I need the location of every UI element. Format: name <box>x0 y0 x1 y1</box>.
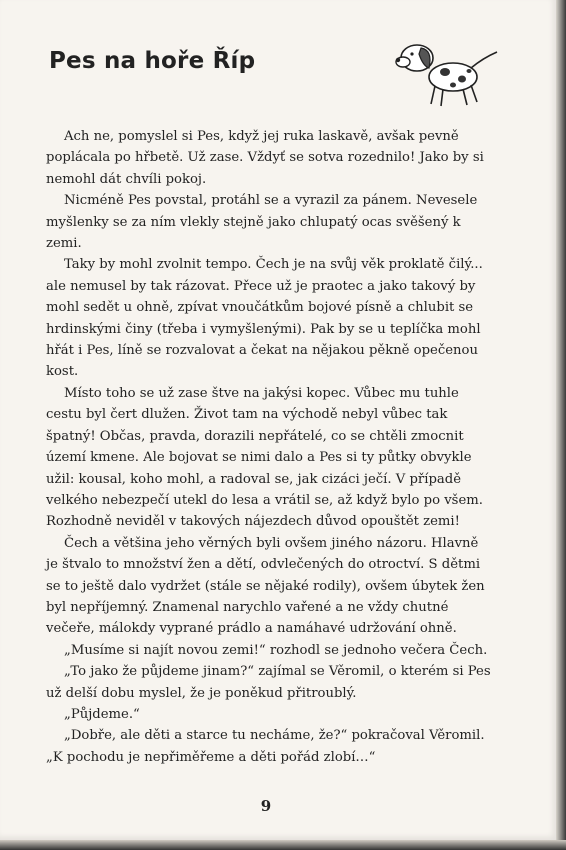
page-edge-right <box>556 0 566 850</box>
dog-icon <box>383 32 503 112</box>
paragraph: „To jako že půjdeme jinam?“ zajímal se Věromil, o kterém si Pes už delší dobu myslel, že je poněkud přitroublý. <box>46 664 491 701</box>
paragraph: Místo toho se už zase štve na jakýsi kopec. Vůbec mu tuhle cestu byl čert dlužen. Život tam na východě nebyl vůbec tak špatný! Občas, pravda, dorazili nepřátelé, co se chtěli zmocnit území kmene. Ale bojovat se nimi dalo a Pes si ty půtky obvykle užil: kousal, koho mohl, a radoval se, jak cizáci ječí. V případě velkého nebezpečí utekl do lesa a vrátil se, až když bylo po všem. Rozhodně neviděl v takových nájezdech důvod opouštět zemi! <box>46 385 483 530</box>
paragraph: Nicméně Pes povstal, protáhl se a vyrazil za pánem. Nevesele myšlenky se za ním vlekly stejně jako chlupatý ocas svěšený k zemi. <box>46 193 478 252</box>
paragraph: Čech a většina jeho věrných byli ovšem jiného názoru. Hlavně je štvalo to množství žen a dětí, odvlečených do otroctví. S dětmi se to ještě dalo vydržet (stále se nějaké rodily), ovšem úbytek žen byl nepříjemný. Znamenal narychlo vařené a ne vždy chutné večeře, málokdy vyprané prádlo a namáhavé udržování ohně. <box>46 535 485 637</box>
chapter-title: Pes na hoře Říp <box>49 48 256 74</box>
chapter-text <box>46 126 494 768</box>
page-number: 9 <box>260 797 272 815</box>
paragraph: Taky by mohl zvolnit tempo. Čech je na svůj věk proklatě čilý... ale nemusel by tak rázovat. Přece už je praotec a jako takový by mohl sedět u ohně, zpívat vnoučátkům bojové písně a chlubit se hrdinskými činy (třeba i vymyšlenými). Pak by se u teplíčka mohl hřát i Pes, líně se rozvalovat a čekat na nějakou pěkně opečenou kost. <box>46 257 483 380</box>
paragraph: Ach ne, pomyslel si Pes, když jej ruka laskavě, avšak pevně poplácala po hřbetě. Už zase. Vždyť se sotva rozednilo! Jako by si nemohl dát chvíli pokoj. <box>46 129 484 187</box>
page-edge-bottom <box>0 840 566 850</box>
paragraph: „Musíme si najít novou zemi!“ rozhodl se jednoho večera Čech. <box>64 642 488 658</box>
paragraph: „Půjdeme.“ <box>64 706 140 722</box>
paragraph: „Dobře, ale děti a starce tu necháme, že?“ pokračoval Věromil. „K pochodu je nepřiměřeme a děti pořád zlobí…“ <box>46 728 485 765</box>
